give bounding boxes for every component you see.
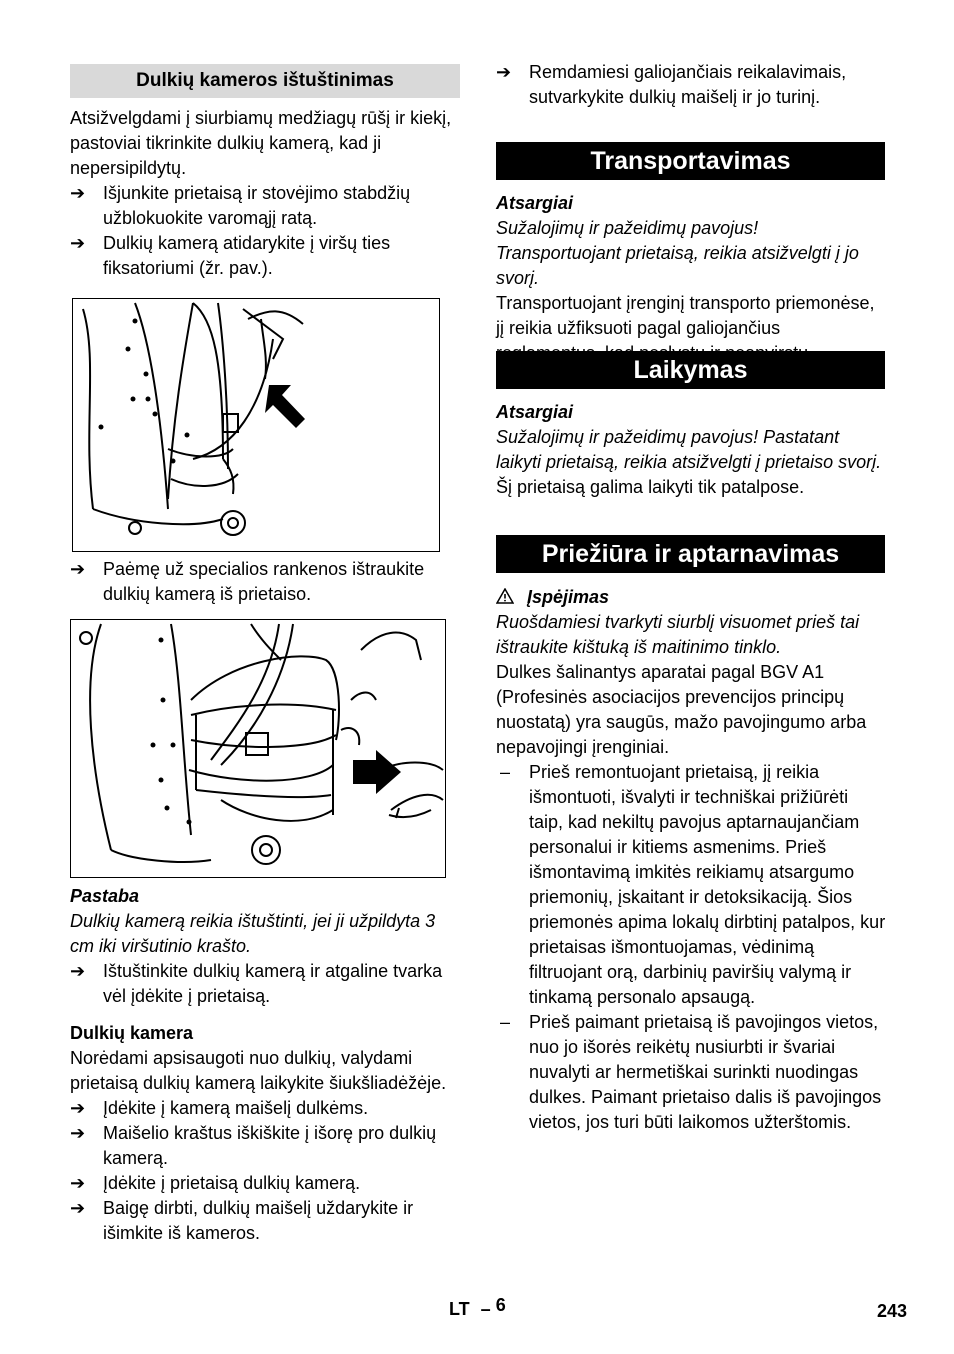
warning-triangle-icon [496,588,514,604]
right-arrow-icon: ➔ [70,233,86,253]
vacuum-illustration-1 [73,299,439,551]
caution-title: Atsargiai [496,193,574,213]
dust-chamber-paragraph: Norėdami apsisaugoti nuo dulkių, valydami prietaisą dulkių kamerą laikykite šiukšliadėžėje. [70,1048,447,1093]
caution-text: Sužalojimų ir pažeidimų pavojus! Transportuojant prietaisą, reikia atsižvelgti į jo svorį. [496,218,859,288]
dash-bullet: – [500,1012,511,1032]
list-item: ➔ Remdamiesi galiojančiais reikalavimais, sutvarkykite dulkių maišelį ir jo turinį. [496,62,847,107]
right-arrow-icon: ➔ [70,1123,86,1143]
warning-title-line [496,585,886,610]
intro-paragraph: Atsižvelgdami į siurbiamų medžiagų rūšį ir kiekį, pastoviai tikrinkite dulkių kamerą, kad ji nepersipildytų. [70,108,452,178]
list-item: ➔ Ištuštinkite dulkių kamerą ir atgaline tvarka vėl įdėkite į prietaisą. [70,961,443,1006]
footer-language [449,1295,506,1320]
right-arrow-icon: ➔ [70,559,86,579]
transport-block [496,191,886,366]
vacuum-illustration-2 [71,620,445,877]
dash-bullet: – [500,762,511,782]
heading-empty-dust-chamber: Dulkių kameros ištuštinimas [70,64,460,98]
right-arrow-icon: ➔ [496,62,512,82]
list-item: ➔ Įdėkite į kamerą maišelį dulkėms. [70,1096,460,1121]
steps-list-2 [70,557,460,607]
figure-remove-dust-chamber [70,619,446,878]
figure-open-dust-chamber [72,298,440,552]
caution-text: Sužalojimų ir pažeidimų pavojus! Pastatant laikyti prietaisą, reikia atsižvelgti į prietaiso svorį. [496,427,882,472]
warning-text: Ruošdamiesi tvarkyti siurblį visuomet prieš tai ištraukite kištuką iš maitinimo tinklo. [496,612,860,657]
dash-list-item: – Prieš paimant prietaisą iš pavojingos vietos, nuo jo išorės reikėtų nusiurbti ir švariai nuvalyti ar hermetiškai surinkti nuodingas dulkes. Paimant prietaiso dalis iš pavojingos vietos, jos turi būti laikomos užterštomis. [500,1012,882,1132]
right-arrow-icon: ➔ [70,1098,86,1118]
maintenance-paragraph: Dulkes šalinantys aparatai pagal BGV A1 (Profesinės asociacijos prevencijos principų nuostatą) yra saugūs, mažo pavojingumo arba nepavojingi įrenginiai. [496,662,867,757]
warning-title: Įspėjimas [527,587,610,607]
list-item: ➔ Išjunkite prietaisą ir stovėjimo stabdžių užblokuokite varomąjį ratą. [70,183,411,228]
footer-dash: – [480,1299,491,1319]
right-arrow-icon: ➔ [70,961,86,981]
storage-block [496,400,886,500]
section-transport: Transportavimas [496,142,885,180]
transport-paragraph: Transportuojant įrenginį transporto priemonėse, jį reikia užfiksuoti pagal galiojančius [496,293,875,338]
dash-list-item: – Prieš remontuojant prietaisą, jį reikia išmontuoti, išvalyti ir techniškai prižiūrėti taip, kad nekiltų pavojus aptarnaujančiam personalui ir kitiems asmenims. Prieš išmontavimą imkitės reikiamų atsargumo priemonių, įskaitant ir detoksikaciją. Šios priemonės apima lokalų dirbtinį patalpos, kur prietaisas išmontuojamas, vėdinimą filtruojant orą, darbinių paviršių valymą ir tinkamą personalo apsaugą. [500,762,886,1007]
storage-paragraph: Šį prietaisą galima laikyti tik patalpose. [496,477,805,497]
list-item: ➔ Dulkių kamerą atidarykite į viršų ties fiksatoriumi (žr. pav.). [70,233,391,278]
dust-chamber-section [70,1021,460,1246]
right-arrow-icon: ➔ [70,183,86,203]
list-item: ➔ Įdėkite į prietaisą dulkių kamerą. [70,1171,460,1196]
list-item: ➔ Maišelio kraštus iškiškite į išorę pro dulkių kamerą. [70,1123,437,1168]
page-number-local: 6 [495,1295,506,1315]
language-code: LT [449,1299,470,1319]
section-storage: Laikymas [496,351,885,389]
list-item: ➔ Baigę dirbti, dulkių maišelį uždarykite ir išimkite iš kameros. [70,1198,414,1243]
right-arrow-icon: ➔ [70,1198,86,1218]
steps-right-top [496,60,886,110]
section-maintenance: Priežiūra ir aptarnavimas [496,535,885,573]
page-number-global: 243 [877,1301,908,1321]
note-block [70,884,460,1009]
note-text: Dulkių kamerą reikia ištuštinti, jei ji užpildyta 3 cm iki viršutinio krašto. [70,911,436,956]
right-arrow-icon: ➔ [70,1173,86,1193]
maintenance-block [496,585,886,1135]
subheading-dust-chamber: Dulkių kamera [70,1023,194,1043]
caution-title: Atsargiai [496,402,574,422]
note-title: Pastaba [70,886,140,906]
steps-list-1 [70,181,460,281]
list-item: ➔ Paėmę už specialios rankenos ištraukite dulkių kamerą iš prietaiso. [70,559,425,604]
